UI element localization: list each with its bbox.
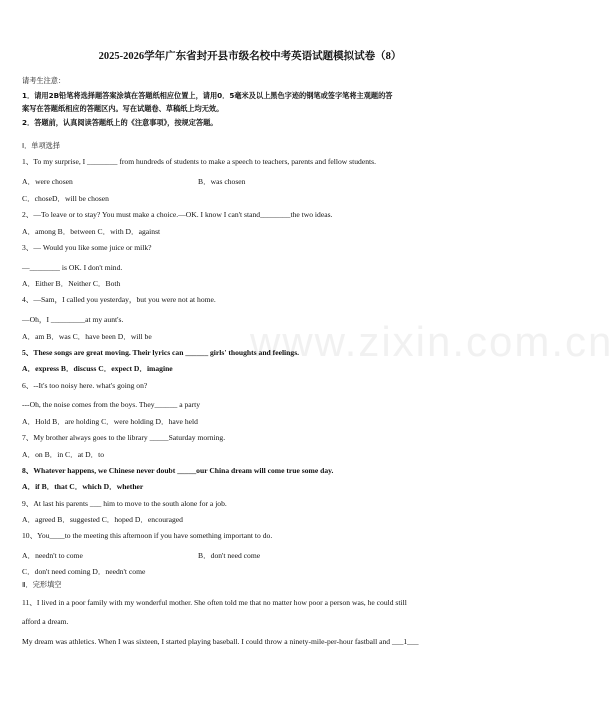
q2-options: A．among B．between C．with D．against [22, 227, 161, 236]
q8-stem: 8、Whatever happens, we Chinese never doubt _____our China dream will come true some day. [22, 466, 334, 475]
q3-stem: 3、— Would you like some juice or milk? [22, 243, 152, 252]
q6-stem-2: ---Oh, the noise comes from the boys. They______ a party [22, 400, 201, 409]
q11-line-3: My dream was athletics. When I was sixteen, I started playing baseball. I could throw a ninety-mile-per-hour fastball and ___1___ [22, 637, 419, 646]
notice-line-1: 1．请用2B铅笔将选择题答案涂填在答题纸相应位置上，请用0．5毫米及以上黑色字迹的钢笔或签字笔将主观题的答 [22, 91, 393, 100]
q10-option-a: A．needn't to come [22, 551, 83, 560]
q1-option-a: A．were chosen [22, 177, 73, 186]
q4-stem: 4、—Sam，I called you yesterday，but you were not at home. [22, 295, 216, 304]
q5-stem: 5、These songs are great moving. Their lyrics can ______ girls' thoughts and feelings. [22, 348, 300, 357]
watermark: www.zixin.com.cn [250, 318, 613, 365]
q1-stem: 1、To my surprise, I ________ from hundreds of students to make a speech to teachers, parents and fellow students. [22, 157, 376, 166]
q7-stem: 7、My brother always goes to the library _____Saturday morning. [22, 433, 226, 442]
q11-line-1: 11、I lived in a poor family with my wonderful mother. She often told me that no matter how poor a person was, he could still [22, 598, 407, 607]
section-2-heading: Ⅱ．完形填空 [22, 580, 62, 589]
q11-line-2: afford a dream. [22, 617, 69, 626]
q1-option-b: B．was chosen [198, 177, 246, 186]
q9-stem: 9、At last his parents ___ him to move to the south alone for a job. [22, 499, 227, 508]
notice-line-2: 案写在答题纸相应的答题区内。写在试题卷、草稿纸上均无效。 [22, 104, 224, 113]
q6-options: A．Hold B．are holding C．were holding D．have held [22, 417, 198, 426]
q2-stem: 2、—To leave or to stay? You must make a choice.—OK. I know I can't stand________the two ideas. [22, 210, 333, 219]
notice-heading: 请考生注意： [22, 76, 66, 85]
q7-options: A．on B．in C．at D．to [22, 450, 105, 459]
q1-options-cd: C．choseD．will be chosen [22, 194, 109, 203]
page-title: 2025-2026学年广东省封开县市级名校中考英语试题模拟试卷（8） [98, 51, 402, 62]
q4-options: A．am B．was C．have been D．will be [22, 332, 152, 341]
q3-options: A．Either B．Neither C．Both [22, 279, 121, 288]
section-1-heading: Ⅰ．单项选择 [22, 141, 61, 150]
q5-options: A．express B．discuss C．expect D．imagine [22, 364, 173, 373]
q6-stem: 6、--It's too noisy here. what's going on? [22, 381, 148, 390]
q3-stem-2: —________ is OK. I don't mind. [22, 263, 123, 272]
q8-options: A．if B．that C．which D．whether [22, 482, 144, 491]
q10-option-b: B．don't need come [198, 551, 261, 560]
q10-stem: 10、You____to the meeting this afternoon if you have something important to do. [22, 531, 273, 540]
q9-options: A．agreed B．suggested C．hoped D．encouraged [22, 515, 183, 524]
q4-stem-2: —Oh，I _________at my aunt's. [22, 315, 124, 324]
notice-line-3: 2．答题前，认真阅读答题纸上的《注意事项》，按规定答题。 [22, 118, 218, 127]
q10-options-cd: C．don't need coming D．needn't come [22, 567, 146, 576]
